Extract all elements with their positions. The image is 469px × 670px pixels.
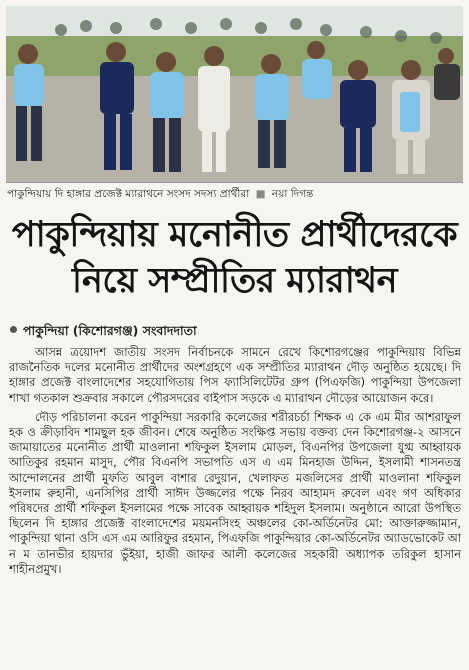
dateline bbox=[10, 323, 197, 339]
headline-line-1: পাকুন্দিয়ায় মনোনীত প্রার্থীদেরকে bbox=[11, 215, 458, 255]
caption-text: পাকুন্দিয়ায় দি হাঙ্গার প্রজেক্ট ম্যারাথনে সংসদ সদস্য প্রার্থীরা bbox=[7, 188, 250, 200]
headline bbox=[0, 212, 469, 304]
news-photo bbox=[6, 6, 463, 183]
paragraph: দৌড় পরিচালনা করেন পাকুন্দিয়া সরকারি কলেজের শরীরচর্চা শিক্ষক এ কে এম মীর আশরাফুল হক ও ক্রীড়াবিদ শামছুল হক জীবন। শেষে অনুষ্ঠিত সংক্ষিপ্ত সভায় বক্তব্য দেন কিশোরগঞ্জ-২ আসনে জামায়াতের মনোনীত প্রার্থী মাওলানা শফিকুল ইসলাম মোড়ল, বিএনপির উপজেলা যুগ্ম আহ্বায়ক আতিকুর রহমান মাসুদ, পৌর বিএনপি সভাপতি এস এ এম মিনহাজ উদ্দিন, ইসলামী শাসনতন্ত্র আন্দোলনের প্রার্থী মুফতি আবুল বাশার রেদুয়ান, খেলাফত মজলিসের প্রার্থী মাওলানা শফিকুল ইসলাম রুহানী, এনসিপির প্রার্থী সাঈদ উজ্জলের পক্ষে নিরব আহামদ রুবেল এবং গণ অধিকার পরিষদের প্রার্থী শফিকুল ইসলামের পক্ষে সাবেক আহ্বায়ক শহিদুল ইসলাম। অনুষ্ঠানে আরো উপস্থিত ছিলেন দি হাঙ্গার প্রজেক্ট বাংলাদেশের ময়মনসিংহ অঞ্চলের কো-অর্ডিনেটর মো: আক্তারুজ্জামান, পাকুন্দিয়া থানা ওসি এস এম আরিফুর রহমান, পিএফজি পাকুন্দিয়ার কো-অর্ডিনেটর অ্যাডভোকেট আ ন ম তানভীর হায়দার ভুঁইয়া, হাজী জাফর আলী কলেজের সহকারী অধ্যাপক তরিকুল হাসান শাহীনপ্রমুখ। bbox=[9, 409, 461, 576]
caption-separator: ■ bbox=[255, 188, 266, 200]
headline-line-2: নিয়ে সম্প্রীতির ম্যারাথন bbox=[72, 261, 397, 301]
paragraph: আসন্ন ত্রয়োদশ জাতীয় সংসদ নির্বাচনকে সামনে রেখে কিশোরগঞ্জের পাকুন্দিয়ায় বিভিন্ন রাজনৈতিক দলের মনোনীত প্রার্থীদের অংশগ্রহণে এক সম্প্রীতির ম্যারাথন দৌড় অনুষ্ঠিত হয়েছে। দি হাঙ্গার প্রজেক্ট বাংলাদেশের সহযোগিতায় পিস ফ্যাসিলিটেটর গ্রুপ (পিএফজি) পাকুন্দিয়া উপজেলা শাখা গতকাল শুক্রবার সকালে পৌরসদরের বাইপাস সড়কে এ ম্যারাথন দৌড়ের আয়োজন করে। bbox=[9, 345, 461, 405]
article-body bbox=[9, 345, 461, 581]
photo-caption bbox=[7, 187, 462, 201]
dateline-text: পাকুন্দিয়া (কিশোরগঞ্জ) সংবাদদাতা bbox=[23, 323, 197, 338]
bullet-icon bbox=[10, 326, 17, 333]
marathon-photo-illustration bbox=[6, 6, 463, 182]
caption-source: নয়া দিগন্ত bbox=[271, 188, 314, 200]
